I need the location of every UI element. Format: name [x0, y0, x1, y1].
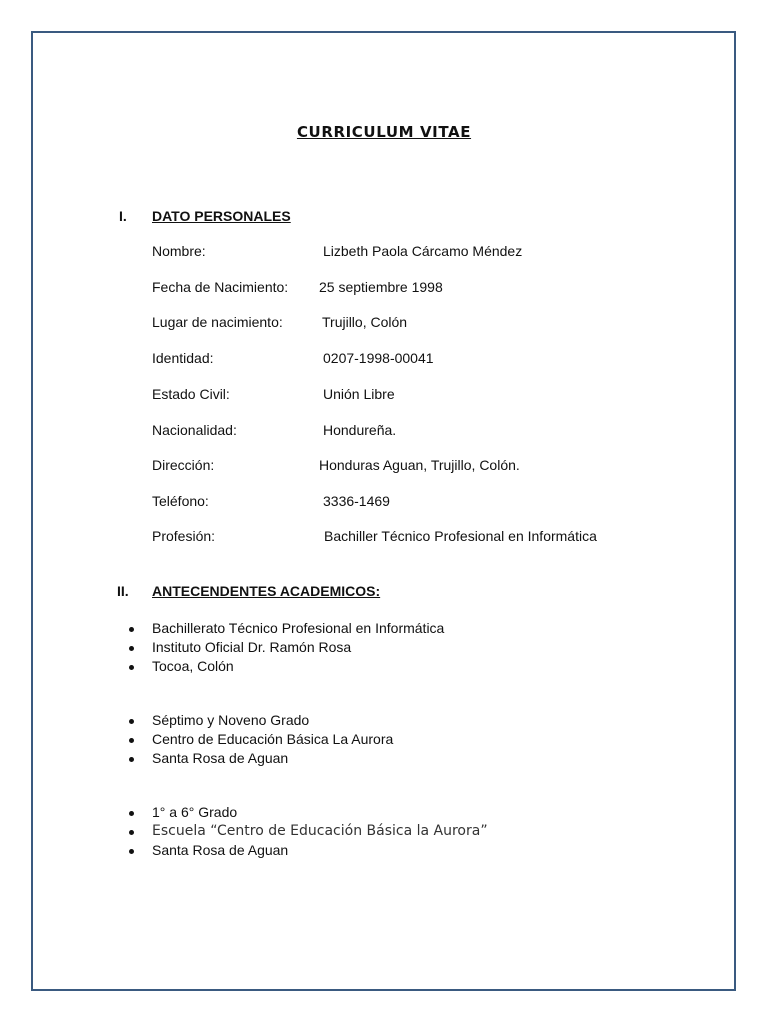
field-label-address: Dirección:: [152, 457, 215, 473]
field-label-phone: Teléfono:: [152, 493, 209, 509]
list-item: Santa Rosa de Aguan: [128, 749, 393, 768]
field-value-civil-status: Unión Libre: [323, 386, 395, 402]
field-value-name: Lizbeth Paola Cárcamo Méndez: [323, 243, 523, 259]
academic-group-1: [128, 619, 444, 676]
field-value-birthplace: Trujillo, Colón: [322, 314, 408, 330]
field-value-profession: Bachiller Técnico Profesional en Informática: [324, 528, 597, 544]
field-label-civil-status: Estado Civil:: [152, 386, 230, 402]
list-item: Séptimo y Noveno Grado: [128, 711, 393, 730]
list-item: Escuela “Centro de Educación Básica la Aurora”: [128, 822, 488, 841]
field-label-birthdate: Fecha de Nacimiento:: [152, 279, 289, 295]
list-item: Tocoa, Colón: [128, 657, 444, 676]
list-item: Centro de Educación Básica La Aurora: [128, 730, 393, 749]
section-number-academic: II.: [117, 583, 129, 599]
field-value-nationality: Hondureña.: [323, 422, 397, 438]
list-item: Bachillerato Técnico Profesional en Informática: [128, 619, 444, 638]
list-item: 1° a 6° Grado: [128, 803, 488, 822]
academic-group-2: [128, 711, 393, 768]
field-value-address: Honduras Aguan, Trujillo, Colón.: [319, 457, 520, 473]
field-value-phone: 3336-1469: [323, 493, 390, 509]
field-value-id: 0207-1998-00041: [323, 350, 434, 366]
section-number-personal: I.: [119, 208, 127, 224]
document-title: CURRICULUM VITAE: [296, 123, 472, 141]
field-label-profession: Profesión:: [152, 528, 216, 544]
field-label-name: Nombre:: [152, 243, 206, 259]
academic-group-3: [128, 803, 488, 860]
list-item: Instituto Oficial Dr. Ramón Rosa: [128, 638, 444, 657]
field-value-birthdate: 25 septiembre 1998: [319, 279, 443, 295]
field-label-birthplace: Lugar de nacimiento:: [152, 314, 283, 330]
field-label-id: Identidad:: [152, 350, 214, 366]
list-item: Santa Rosa de Aguan: [128, 841, 488, 860]
section-title-academic: ANTECENDENTES ACADEMICOS:: [152, 583, 381, 599]
field-label-nationality: Nacionalidad:: [152, 422, 237, 438]
section-title-personal: DATO PERSONALES: [152, 208, 291, 224]
